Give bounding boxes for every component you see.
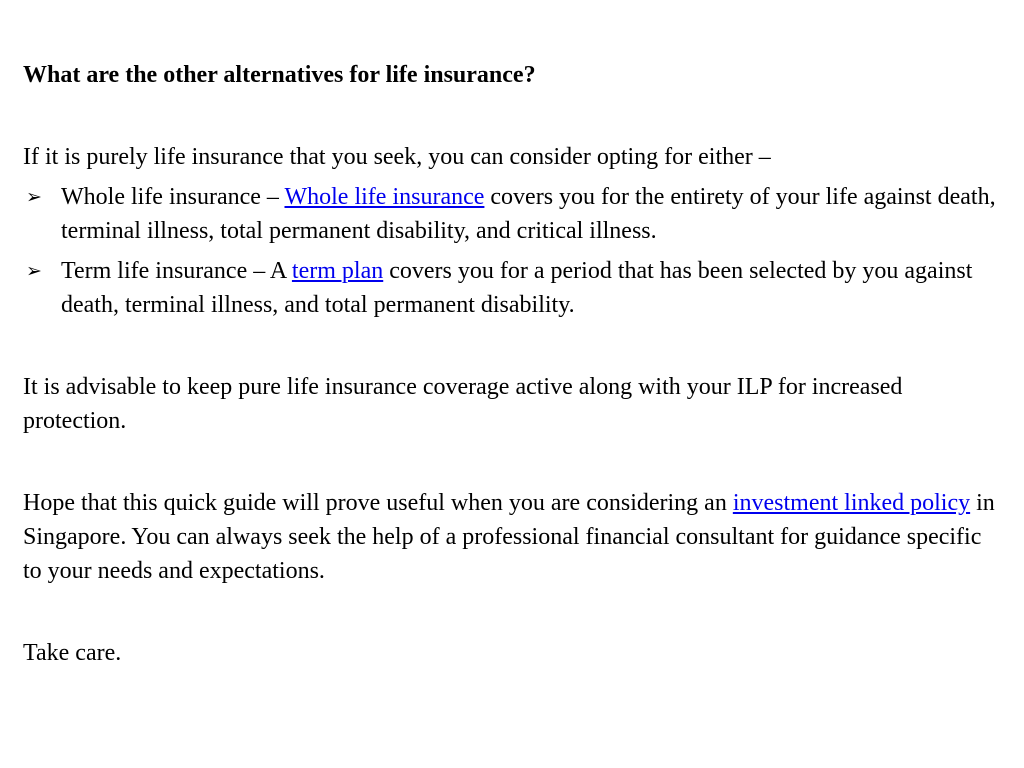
whole-life-insurance-link[interactable]: Whole life insurance [284,184,485,210]
list-item-suffix: covers you for a period that has been selected by you against death, terminal illness, and total permanent disability. [61,258,973,318]
arrowhead-bullet-icon: ➢ [26,186,42,208]
advice-paragraph: It is advisable to keep pure life insurance coverage active along with your ILP for increased protection. [23,374,903,434]
list-item-term-life [23,254,1003,322]
list-item-whole-life [23,180,1003,248]
slide-content [23,58,1003,670]
guide-suffix: in Singapore. You can always seek the help of a professional financial consultant for guidance specific to your needs and expectations. [23,490,995,584]
page-title: What are the other alternatives for life insurance? [23,62,536,88]
list-item-prefix: Term life insurance – A [61,258,292,284]
alternatives-list [23,180,1003,322]
guide-paragraph [23,486,1003,588]
list-item-suffix: covers you for the entirety of your life against death, terminal illness, total permanent disability, and critical illness. [61,184,996,244]
investment-linked-policy-link[interactable]: investment linked policy [732,490,971,516]
arrowhead-bullet-icon: ➢ [26,260,42,282]
term-plan-link[interactable]: term plan [291,258,384,284]
intro-paragraph: If it is purely life insurance that you seek, you can consider opting for either – [23,144,771,170]
guide-prefix: Hope that this quick guide will prove useful when you are considering an [23,490,733,516]
closing-text: Take care. [23,640,122,666]
list-item-prefix: Whole life insurance – [61,184,285,210]
